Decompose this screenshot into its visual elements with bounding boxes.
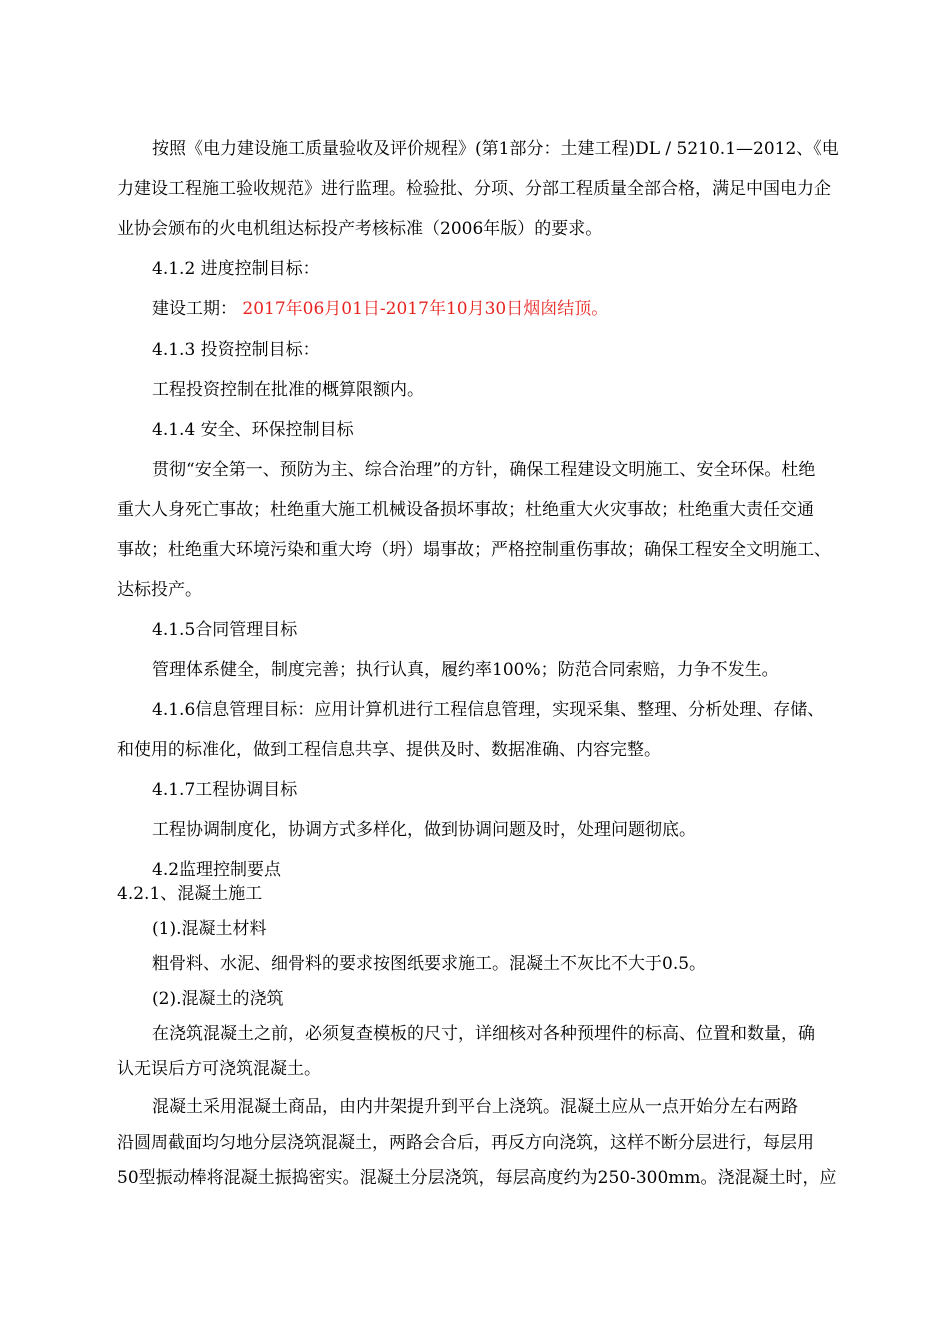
schedule-line [152,297,608,321]
section-heading: 4.1.5合同管理目标 [152,620,298,640]
schedule-label: 建设工期： [152,299,237,319]
subsection-heading: 4.2.1、混凝土施工 [117,884,263,904]
paragraph-line: 粗骨料、水泥、细骨料的要求按图纸要求施工。混凝土不灰比不大于0.5。 [152,954,707,974]
section-heading: 4.2监理控制要点 [152,860,282,880]
paragraph-line: 贯彻“安全第一、预防为主、综合治理”的方针，确保工程建设文明施工、安全环保。杜绝 [152,460,816,480]
paragraph-line: 认无误后方可浇筑混凝土。 [117,1059,321,1079]
section-heading: 4.1.3 投资控制目标： [152,340,320,360]
section-heading: 4.1.2 进度控制目标： [152,259,320,279]
item-heading: (1).混凝土材料 [152,919,267,939]
paragraph-line: 在浇筑混凝土之前，必须复查模板的尺寸，详细核对各种预埋件的标高、位置和数量，确 [152,1024,815,1044]
paragraph-line: 管理体系健全，制度完善；执行认真，履约率100%；防范合同索赔，力争不发生。 [152,660,779,680]
schedule-value: 2017年06月01日-2017年10月30日烟囱结顶。 [242,299,609,319]
paragraph-line: 混凝土采用混凝土商品，由内井架提升到平台上浇筑。混凝土应从一点开始分左右两路 [152,1097,798,1117]
paragraph-line: 业协会颁布的火电机组达标投产考核标准（2006年版）的要求。 [117,219,603,239]
section-heading: 4.1.6信息管理目标：应用计算机进行工程信息管理，实现采集、整理、分析处理、存储、 [152,700,825,720]
paragraph-line: 和使用的标准化，做到工程信息共享、提供及时、数据准确、内容完整。 [117,740,661,760]
paragraph-line: 工程投资控制在批准的概算限额内。 [152,380,424,400]
section-heading: 4.1.4 安全、环保控制目标 [152,420,354,440]
paragraph-line: 沿圆周截面均匀地分层浇筑混凝土，两路会合后，再反方向浇筑，这样不断分层进行，每层用 [117,1133,814,1153]
paragraph-line: 重大人身死亡事故；杜绝重大施工机械设备损坏事故；杜绝重大火灾事故；杜绝重大责任交通 [117,500,814,520]
paragraph-line: 力建设工程施工验收规范》进行监理。检验批、分项、分部工程质量全部合格，满足中国电力企 [117,179,831,199]
paragraph-line: 工程协调制度化，协调方式多样化，做到协调问题及时，处理问题彻底。 [152,820,696,840]
item-heading: (2).混凝土的浇筑 [152,989,284,1009]
paragraph-line: 50型振动棒将混凝土振捣密实。混凝土分层浇筑，每层高度约为250-300mm。浇混凝土时，应 [117,1168,837,1188]
paragraph-line: 事故；杜绝重大环境污染和重大垮（坍）塌事故；严格控制重伤事故；确保工程安全文明施工、 [117,540,831,560]
paragraph-line: 达标投产。 [117,580,202,600]
paragraph-line: 按照《电力建设施工质量验收及评价规程》(第1部分：土建工程)DL / 5210.1—2012、《电 [152,139,839,159]
section-heading: 4.1.7工程协调目标 [152,780,298,800]
